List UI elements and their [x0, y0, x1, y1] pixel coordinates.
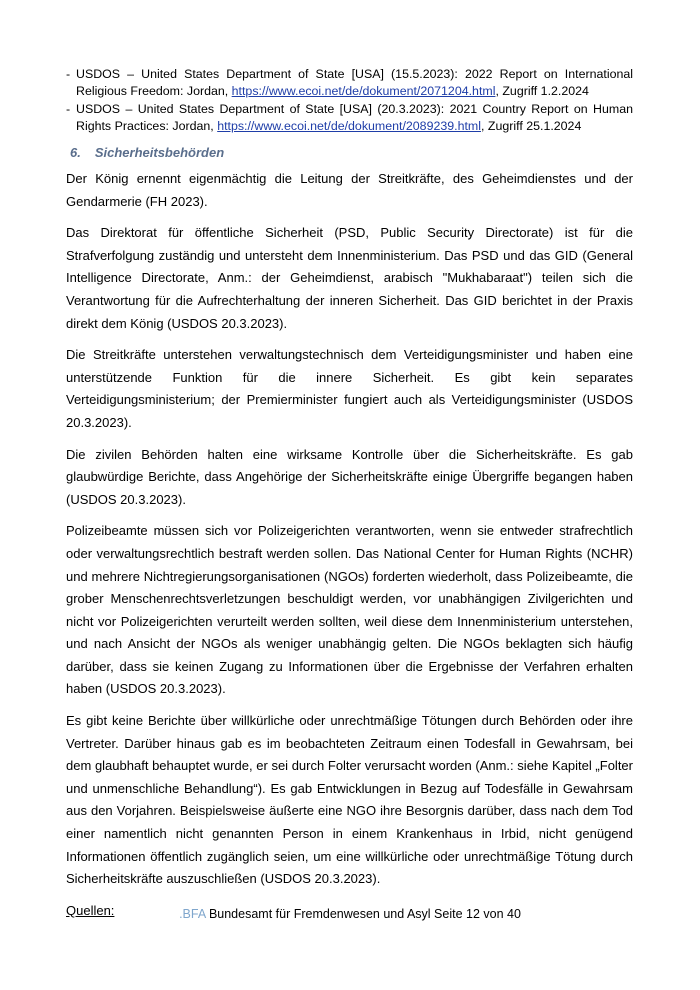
reference-access-date: , Zugriff 1.2.2024: [495, 84, 589, 98]
reference-text: USDOS – United States Department of State [USA] (15.5.2023): 2022 Report on International Religious Freedom: Jordan,: [76, 67, 633, 98]
paragraph: Es gibt keine Berichte über willkürliche oder unrechtmäßige Tötungen durch Behörden oder ihre Vertreter. Darüber hinaus gab es im beobachteten Zeitraum einen Todesfall in Gewahrsam, bei dem glaubhaft behauptet wurde, er sei durch Folter verursacht worden (Anm.: siehe Kapitel „Folter und unmenschliche Behandlung“). Es gab Entwicklungen in Bezug auf Todesfälle in Gewahrsam aus den Vorjahren. Beispielsweise äußerte eine NGO ihre Besorgnis darüber, dass nach dem Tod einer namentlich nicht genannten Person in einem Krankenhaus in Irbid, nicht genügend Informationen öffentlich zugänglich seien, um eine willkürliche oder unrechtmäßige Tötung durch Sicherheitskräfte auszuschließen (USDOS 20.3.2023).: [66, 713, 633, 887]
section-number: 6.: [70, 145, 81, 160]
paragraph: Die zivilen Behörden halten eine wirksame Kontrolle über die Sicherheitskräfte. Es gab glaubwürdige Berichte, dass Angehörige der Sicherheitskräfte einige Übergriffe begangen haben (USDOS 20.3.2023).: [66, 446, 633, 507]
section-title: Sicherheitsbehörden: [94, 145, 225, 160]
reference-text: USDOS – United States Department of State [USA] (20.3.2023): 2021 Country Report on Human Rights Practices: Jordan,: [76, 102, 633, 133]
list-dash: -: [66, 102, 71, 116]
bfa-logo: .BFA: [179, 907, 206, 921]
paragraph: Die Streitkräfte unterstehen verwaltungstechnisch dem Verteidigungsminister und haben eine unterstützende Funktion für die innere Sicherheit. Es gibt kein separates Verteidigungsministerium; der Premierminister fungiert auch als Verteidigungsminister (USDOS 20.3.2023).: [66, 347, 633, 430]
reference-list: [66, 66, 633, 135]
reference-access-date: , Zugriff 25.1.2024: [481, 119, 582, 133]
reference-item: [66, 66, 633, 100]
reference-link[interactable]: https://www.ecoi.net/de/dokument/2071204.html: [231, 84, 496, 98]
paragraph: Das Direktorat für öffentliche Sicherheit (PSD, Public Security Directorate) ist für die Strafverfolgung zuständig und untersteht dem Innenministerium. Das PSD und das GID (General Intelligence Directorate, Anm.: der Geheimdienst, arabisch "Mukhabaraat") teilen sich die Verantwortung für die Aufrechterhaltung der inneren Sicherheit. Das GID berichtet in der Praxis direkt dem König (USDOS 20.3.2023).: [66, 225, 633, 331]
footer-text: Bundesamt für Fremdenwesen und Asyl Seite 12 von 40: [205, 907, 521, 921]
sources-label: Quellen:: [66, 902, 115, 918]
reference-link[interactable]: https://www.ecoi.net/de/dokument/2089239.html: [217, 119, 481, 133]
paragraph: Der König ernennt eigenmächtig die Leitung der Streitkräfte, des Geheimdienstes und der Gendarmerie (FH 2023).: [66, 171, 633, 209]
list-dash: -: [66, 67, 71, 81]
reference-item: [66, 101, 633, 135]
paragraph: Polizeibeamte müssen sich vor Polizeigerichten verantworten, wenn sie entweder strafrechtlich oder verwaltungsrechtlich bestraft werden sollen. Das National Center for Human Rights (NCHR) und mehrere Nichtregierungsorganisationen (NGOs) forderten wiederholt, dass Polizeibeamte, die grober Menschenrechtsverletzungen beschuldigt werden, vor unabhängigen Zivilgerichten und nicht vor Polizeigerichten verurteilt werden sollten, weil diese dem Innenministerium unterstehen, und nach Ansicht der NGOs als weniger unabhängig gelten. Die NGOs beklagten sich häufig darüber, dass sie keinen Zugang zu Informationen über die Ergebnisse der Verfahren erhalten haben (USDOS 20.3.2023).: [66, 523, 633, 697]
section-heading: [66, 145, 633, 160]
page-footer: [0, 907, 700, 921]
document-page: [66, 66, 633, 922]
